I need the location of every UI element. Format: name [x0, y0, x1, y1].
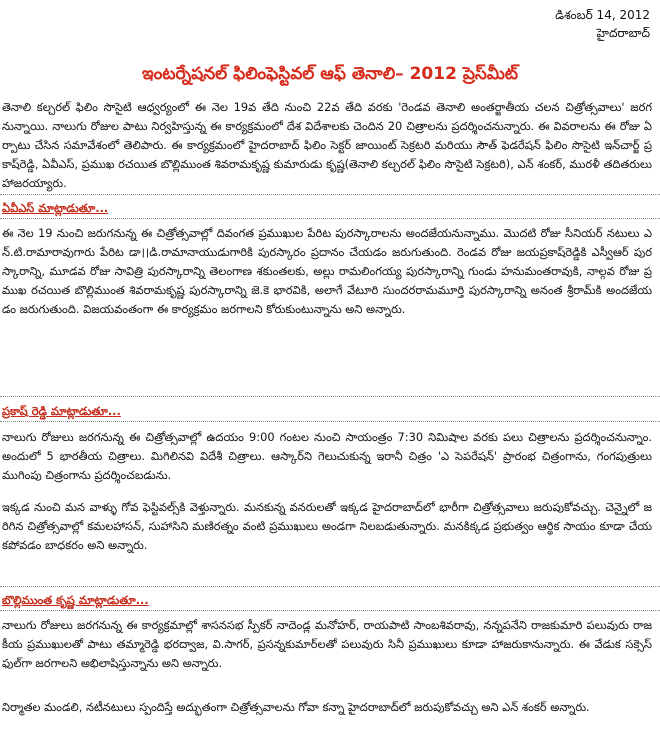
divider — [0, 194, 660, 195]
krishna-paragraph-1: నాలుగు రోజులు జరగనున్న ఈ కార్యక్రమాల్లో శాసనసభ స్పీకర్ నాదెండ్ల మనోహర్, రాయపాటి సాంబశివరావు, నన్నపనేని రాజకుమారి పలువురు రాజకీయ ప్రముఖులతో పాటు తమ్మారెడ్డి భరద్వాజ, వి.సాగర్, ప్రసన్నకుమార్‌లతో పలువురు సినీ ప్రముఖులు కూడా హాజరుకానున్నారు. ఈ వేడుక సక్సెస్ ఫుల్‌గా జరగాలని అభిలాషిస్తున్నాను అని అన్నారు. — [2, 618, 652, 670]
prakash-paragraph-2: ఇక్కడ నుంచి మన వాళ్ళు గోవ ఫెస్టివల్స్‌కి వెళ్తున్నారు. మనకున్న వనరులతో ఇక్కడ హైదరాబాద్‌లో భారీగా చిత్రోత్సవాలు జరుపుకోవచ్చు. చెన్నైలో జరిగిన చిత్రోత్సవాల్లో కమలహాసన్, సుహాసిని మణిరత్నం వంటి ప్రముఖులు అండగా నిలబడుతున్నారు. మనకిక్కడ ప్రభుత్వం ఆర్థిక సాయం కూడా చేయకపోవడం బాధకరం అని అన్నారు. — [2, 500, 652, 552]
dateline — [555, 6, 650, 42]
divider — [0, 218, 660, 219]
prakash-paragraph-1: నాలుగు రోజులు జరగనున్న ఈ చిత్రోత్సవాల్లో ఉదయం 9:00 గంటల నుంచి సాయంత్రం 7:30 నిమిషాల వరకు పలు చిత్రాలను ప్రదర్శించనున్నాం. అందులో 5 భారతీయ చిత్రాలు. మిగిలినవి విదేశీ చిత్రాలు. ఆస్కార్‌ని గెలుచుకున్న ఇరానీ చిత్రం 'ఎ సెపరేషన్' ప్రారంభ చిత్రంగాను, గంగపుత్రులు ముగింపు చిత్రంగాను ప్రదర్శించబడును. — [2, 430, 652, 482]
watermark-shape — [301, 401, 359, 473]
section-heading-prakash-reddy: ప్రకాష్ రెడ్డి మాట్లాడుతూ... — [2, 404, 121, 418]
place-text: హైదరాబాద్ — [596, 26, 650, 40]
section-heading-avs: ఏవీఎస్ మాట్లాడుతూ... — [2, 201, 109, 215]
page-title: ఇంటర్నేషనల్ ఫిలింఫెస్టివల్ ఆఫ్ తెనాలి– 2012 ప్రెస్‌మీట్ — [142, 64, 518, 84]
avs-paragraph: ఈ నెల 19 నుంచి జరుగనున్న ఈ చిత్రోత్సవాల్లో దివంగత ప్రముఖుల పేరిట పురస్కారాలను అందజేయనున్నాము. మొదటి రోజు సీనియర్ నటులు ఎన్.టి.రామారావుగారు పేరిట డా।।డి.రామానాయుడుగారికి పురస్కారం ప్రదానం చేయడం జరుగుతుంది. రెండవ రోజు జయప్రకాష్‌రెడ్డికి ఎస్వీఆర్ పురస్కారాన్ని, మూడవ రోజు సావిత్రి పురస్కారాన్ని తెలంగాణ శకుంతలకు, అల్లు రామలింగయ్య పురస్కారాన్ని గుండు హనుమంతరావుకి, నాల్గవ రోజు ప్రముఖ రచయిత బొల్లిముంత శివరామకృష్ణ పురస్కారాన్ని జె.కె భారవికి, అలాగే వేటూరి సుందరరామమూర్తి పురస్కారాన్ని అనంత శ్రీరామ్‌కి అందజేయడం జరుగుతుంది. విజయవంతంగా ఈ కార్యక్రమం జరగాలని కోరుకుంటున్నాను అని అన్నారు. — [2, 226, 652, 316]
section-heading-bollimunta-krishna: బొల్లిముంత కృష్ణ మాట్లాడుతూ... — [2, 593, 149, 607]
date-text: డిశంబర్ 14, 2012 — [555, 8, 650, 22]
shankar-paragraph: నిర్మాతల మండలి, నటీనటులు స్పందిస్తే అద్భుతంగా చిత్రోత్సవాలను గోవా కన్నా హైదరాబాద్‌లో జరుపుకోవచ్చు అని ఎన్ శంకర్ అన్నారు. — [2, 700, 590, 714]
intro-paragraph: తెనాలి కల్చరల్ ఫిలిం సొసైటి ఆధ్వర్యంలో ఈ నెల 19వ తేది నుంచి 22వ తేది వరకు 'రెండవ తెనాలి అంతర్జాతీయ చలన చిత్రోత్సవాలు' జరగనున్నాయి. నాలుగు రోజుల పాటు నిర్వహిస్తున్న ఈ కార్యక్రమంలో దేశ విదేశాలకు చెందిన 20 చిత్రాలను ప్రదర్శించనున్నారు. ఈ వివరాలను ఈ రోజు ఏర్పాటు చేసిన సమావేశంలో తెలిపారు. ఈ కార్యక్రమంలో హైదరాబాద్ ఫిలిం సెక్టర్ జాయింట్ సెక్రటరి మరియు సౌత్ ఫెడరేషన్ ఫిలిం సొసైటి ఇన్‌చార్జ్ ప్రకాష్‌రెడ్డి, ఏవీఎస్, ప్రముఖ రచయిత బొల్లిముంత శివరామకృష్ణ కుమారుడు కృష్ణ(తెనాలి కల్చరల్ ఫిలిం సొసైటి సెక్రటరి), ఎన్ శంకర్, మురళీ తదితరులు హాజరయ్యారు. — [2, 100, 652, 190]
